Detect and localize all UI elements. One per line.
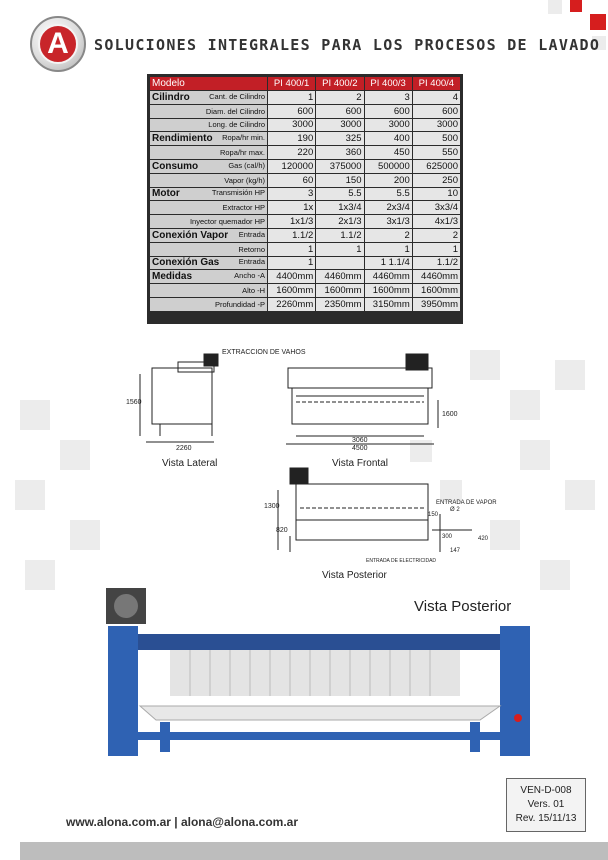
spec-group-label: Rendimiento xyxy=(152,133,213,145)
spec-value-cell: 220 xyxy=(268,146,316,160)
deco-square xyxy=(520,440,550,470)
spec-sub-label: Long. de Cilindro xyxy=(208,120,265,130)
spec-row-label xyxy=(150,91,268,105)
spec-value-cell: 500 xyxy=(412,132,460,146)
spec-value-cell: 2260mm xyxy=(268,297,316,311)
deco-square-red xyxy=(570,0,582,12)
spec-row-label xyxy=(150,146,268,160)
frontal-view-drawing xyxy=(286,354,438,444)
spec-row-label xyxy=(150,297,268,311)
spec-sub-label: Ancho -A xyxy=(234,271,265,281)
technical-drawings xyxy=(120,340,500,585)
spec-value-cell: 1600mm xyxy=(268,284,316,298)
spec-row-label xyxy=(150,104,268,118)
spec-value-cell: 3000 xyxy=(364,118,412,132)
spec-value-cell: 1 xyxy=(268,91,316,105)
spec-row-label xyxy=(150,270,268,284)
document-info-box xyxy=(506,778,586,832)
spec-header-cell: PI 400/1 xyxy=(268,77,316,91)
spec-row xyxy=(150,118,461,132)
deco-square-red xyxy=(590,14,606,30)
footer-contact[interactable]: www.alona.com.ar | alona@alona.com.ar xyxy=(66,815,299,829)
spec-header-cell: PI 400/2 xyxy=(316,77,364,91)
spec-value-cell: 2350mm xyxy=(316,297,364,311)
spec-group-label: Cilindro xyxy=(152,91,190,103)
spec-value-cell: 4 xyxy=(412,91,460,105)
spec-row xyxy=(150,256,461,270)
spec-value-cell: 3950mm xyxy=(412,297,460,311)
spec-header-row xyxy=(150,77,461,91)
doc-code: VEN-D-008 xyxy=(520,785,572,796)
spec-sub-label: Extractor HP xyxy=(222,203,265,213)
spec-value-cell: 325 xyxy=(316,132,364,146)
spec-sub-label: Retorno xyxy=(238,244,265,254)
company-logo xyxy=(30,16,86,72)
spec-row xyxy=(150,270,461,284)
spec-value-cell: 1 xyxy=(364,242,412,256)
spec-sub-label: Profundidad -P xyxy=(214,299,265,309)
posterior-steam-label: ENTRADA DE VAPOR xyxy=(436,500,497,506)
spec-row xyxy=(150,187,461,201)
spec-value-cell: 1x3/4 xyxy=(316,201,364,215)
lateral-width-dim: 2260 xyxy=(176,445,192,452)
spec-sub-label: Entrada xyxy=(238,229,265,239)
spec-value-cell: 150 xyxy=(316,173,364,187)
spec-row xyxy=(150,146,461,160)
spec-value-cell: 1.1/2 xyxy=(412,256,460,270)
spec-value-cell: 1.1/2 xyxy=(316,228,364,242)
spec-value-cell: 3 xyxy=(268,187,316,201)
spec-value-cell: 600 xyxy=(412,104,460,118)
footer-bar xyxy=(20,842,608,860)
posterior-steam-size: Ø 2 xyxy=(450,507,460,513)
frontal-width-inner-dim: 3060 xyxy=(352,437,368,444)
spec-row-label xyxy=(150,215,268,229)
spec-row-label xyxy=(150,173,268,187)
spec-sub-label: Ropa/hr max. xyxy=(219,148,265,158)
spec-value-cell: 1600mm xyxy=(412,284,460,298)
spec-value-cell: 1 xyxy=(316,242,364,256)
lateral-view-label: Vista Lateral xyxy=(162,458,218,469)
spec-value-cell: 10 xyxy=(412,187,460,201)
lateral-height-dim: 1560 xyxy=(126,399,142,406)
deco-square xyxy=(70,520,100,550)
spec-sub-label: Ropa/hr min. xyxy=(222,133,265,143)
posterior-height-dim: 1300 xyxy=(264,503,280,510)
spec-value-cell: 2 xyxy=(316,91,364,105)
spec-table-body xyxy=(150,77,461,312)
deco-square xyxy=(25,560,55,590)
spec-value-cell: 360 xyxy=(316,146,364,160)
spec-value-cell: 600 xyxy=(316,104,364,118)
spec-value-cell: 5.5 xyxy=(364,187,412,201)
spec-value-cell xyxy=(316,256,364,270)
spec-value-cell: 3000 xyxy=(412,118,460,132)
spec-value-cell: 600 xyxy=(268,104,316,118)
spec-value-cell: 2x3/4 xyxy=(364,201,412,215)
frontal-height-dim: 1600 xyxy=(442,411,458,418)
spec-sub-label: Entrada xyxy=(238,257,265,267)
spec-value-cell: 1600mm xyxy=(316,284,364,298)
deco-square xyxy=(555,360,585,390)
posterior-low-dim: 820 xyxy=(276,527,288,534)
spec-value-cell: 4400mm xyxy=(268,270,316,284)
doc-revision: Rev. 15/11/13 xyxy=(515,813,577,824)
spec-value-cell: 2x1/3 xyxy=(316,215,364,229)
spec-value-cell: 4460mm xyxy=(316,270,364,284)
spec-row-label xyxy=(150,228,268,242)
posterior-view-label: Vista Posterior xyxy=(322,570,387,581)
spec-value-cell: 3x3/4 xyxy=(412,201,460,215)
spec-row xyxy=(150,297,461,311)
spec-row-label xyxy=(150,118,268,132)
spec-row-label xyxy=(150,242,268,256)
spec-value-cell: 1 xyxy=(268,256,316,270)
spec-row xyxy=(150,91,461,105)
spec-row xyxy=(150,201,461,215)
spec-value-cell: 400 xyxy=(364,132,412,146)
spec-value-cell: 3x1/3 xyxy=(364,215,412,229)
spec-group-label: Consumo xyxy=(152,160,199,172)
spec-value-cell: 4460mm xyxy=(412,270,460,284)
spec-sub-label: Gas (cal/h) xyxy=(228,160,265,170)
deco-square xyxy=(15,480,45,510)
deco-square xyxy=(510,390,540,420)
spec-group-label: Conexión Gas xyxy=(152,257,220,269)
spec-value-cell: 600 xyxy=(364,104,412,118)
spec-value-cell: 1600mm xyxy=(364,284,412,298)
spec-value-cell: 1 1.1/4 xyxy=(364,256,412,270)
spec-sub-label: Inyector quemador HP xyxy=(189,217,265,227)
deco-square xyxy=(565,480,595,510)
spec-row xyxy=(150,228,461,242)
spec-value-cell: 200 xyxy=(364,173,412,187)
posterior-electric-label: ENTRADA DE ELECTRICIDAD xyxy=(366,558,437,564)
spec-row-label xyxy=(150,187,268,201)
frontal-view-label: Vista Frontal xyxy=(332,458,388,469)
spec-value-cell: 2 xyxy=(364,228,412,242)
deco-square xyxy=(60,440,90,470)
spec-value-cell: 1 xyxy=(268,242,316,256)
deco-square xyxy=(20,400,50,430)
spec-row xyxy=(150,104,461,118)
spec-row xyxy=(150,215,461,229)
spec-group-label: Medidas xyxy=(152,271,193,283)
doc-version: Vers. 01 xyxy=(527,799,565,810)
spec-row-label xyxy=(150,159,268,173)
spec-sub-label: Cant. de Cilindro xyxy=(209,91,265,101)
spec-value-cell: 2 xyxy=(412,228,460,242)
spec-value-cell: 550 xyxy=(412,146,460,160)
spec-row xyxy=(150,242,461,256)
spec-row xyxy=(150,132,461,146)
spec-row-label xyxy=(150,201,268,215)
spec-value-cell: 375000 xyxy=(316,159,364,173)
spec-value-cell: 3150mm xyxy=(364,297,412,311)
spec-value-cell: 1x1/3 xyxy=(268,215,316,229)
frontal-width-outer-dim: 4500 xyxy=(352,445,368,452)
spec-header-cell: PI 400/4 xyxy=(412,77,460,91)
spec-row xyxy=(150,159,461,173)
photo-title: Vista Posterior xyxy=(414,598,512,615)
lateral-view-drawing xyxy=(140,354,218,442)
spec-sub-label: Vapor (kg/h) xyxy=(224,175,265,185)
spec-value-cell: 3000 xyxy=(316,118,364,132)
posterior-dim-b: 300 xyxy=(442,534,453,540)
spec-row xyxy=(150,284,461,298)
spec-header-cell: PI 400/3 xyxy=(364,77,412,91)
spec-value-cell: 3 xyxy=(364,91,412,105)
spec-value-cell: 1x xyxy=(268,201,316,215)
lateral-extraction-label: EXTRACCION DE VAHOS xyxy=(222,349,306,356)
spec-value-cell: 1.1/2 xyxy=(268,228,316,242)
spec-value-cell: 1 xyxy=(412,242,460,256)
spec-group-label: Motor xyxy=(152,188,180,200)
posterior-dim-a: 150 xyxy=(428,512,439,518)
spec-row-label xyxy=(150,132,268,146)
spec-value-cell: 60 xyxy=(268,173,316,187)
spec-group-label: Conexión Vapor xyxy=(152,229,229,241)
spec-value-cell: 5.5 xyxy=(316,187,364,201)
spec-value-cell: 450 xyxy=(364,146,412,160)
spec-value-cell: 120000 xyxy=(268,159,316,173)
spec-sub-label: Alto -H xyxy=(242,286,265,296)
deco-square xyxy=(540,560,570,590)
spec-header-cell: Modelo xyxy=(150,77,268,91)
spec-sub-label: Diam. del Cilindro xyxy=(205,106,265,116)
spec-value-cell: 3000 xyxy=(268,118,316,132)
spec-value-cell: 4460mm xyxy=(364,270,412,284)
spec-row-label xyxy=(150,284,268,298)
logo-letter: A xyxy=(38,24,78,64)
spec-value-cell: 625000 xyxy=(412,159,460,173)
spec-value-cell: 500000 xyxy=(364,159,412,173)
spec-sub-label: Transmisión HP xyxy=(211,188,265,198)
spec-value-cell: 250 xyxy=(412,173,460,187)
posterior-dim-d: 420 xyxy=(478,536,489,542)
spec-row-label xyxy=(150,256,268,270)
posterior-dim-c: 147 xyxy=(450,548,461,554)
spec-value-cell: 190 xyxy=(268,132,316,146)
spec-table xyxy=(147,74,463,324)
spec-value-cell: 4x1/3 xyxy=(412,215,460,229)
page-title: SOLUCIONES INTEGRALES PARA LOS PROCESOS DE LAVADO xyxy=(94,36,601,54)
spec-row xyxy=(150,173,461,187)
deco-square xyxy=(548,0,562,14)
